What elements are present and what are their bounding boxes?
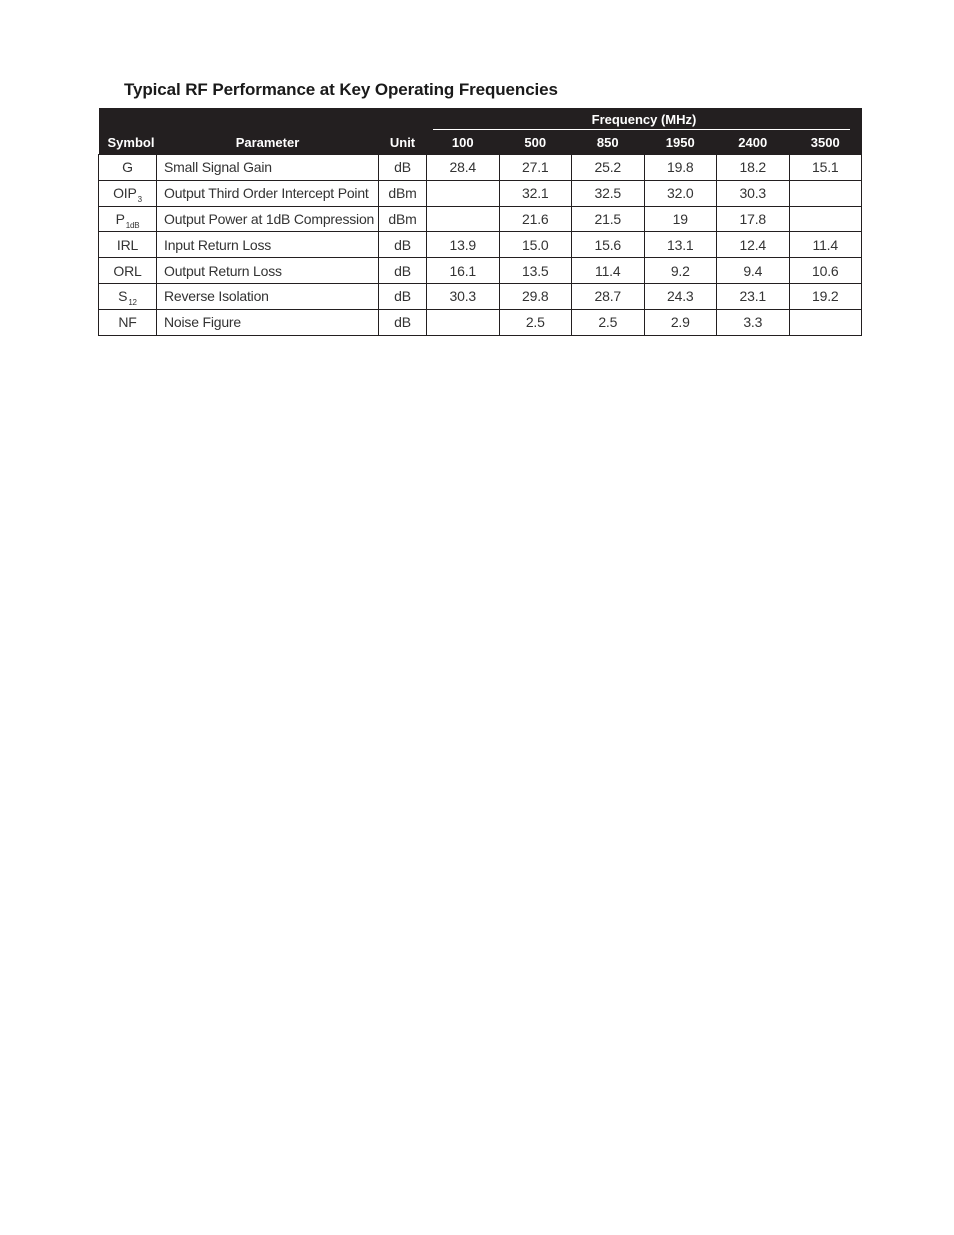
symbol-subscript: 1dB — [125, 220, 140, 230]
header-spacer — [157, 108, 379, 130]
value-cell: 3.3 — [717, 309, 790, 335]
symbol-cell — [99, 155, 157, 181]
value-cell: 13.1 — [644, 232, 717, 258]
table-header — [99, 108, 862, 155]
value-cell: 15.1 — [789, 155, 862, 181]
symbol-text: OIP — [113, 185, 137, 202]
value-cell: 28.4 — [427, 155, 500, 181]
symbol-cell — [99, 309, 157, 335]
symbol-cell — [99, 180, 157, 206]
header-unit: Unit — [379, 130, 427, 155]
document-title: Typical RF Performance at Key Operating Frequencies — [124, 80, 558, 99]
table-row — [99, 258, 862, 284]
value-cell: 21.5 — [572, 206, 645, 232]
parameter-cell: Input Return Loss — [157, 232, 379, 258]
header-row-columns — [99, 130, 862, 155]
header-frequency: 500 — [499, 130, 572, 155]
value-cell — [427, 309, 500, 335]
header-spacer — [99, 108, 157, 130]
frequency-group-header — [427, 108, 862, 130]
frequency-group-rule — [433, 129, 850, 131]
header-frequency: 850 — [572, 130, 645, 155]
header-frequency: 3500 — [789, 130, 862, 155]
value-cell: 2.5 — [572, 309, 645, 335]
value-cell: 19 — [644, 206, 717, 232]
unit-cell: dBm — [379, 206, 427, 232]
value-cell: 11.4 — [789, 232, 862, 258]
table-body — [99, 155, 862, 336]
frequency-group-label: Frequency (MHz) — [591, 112, 697, 127]
value-cell: 25.2 — [572, 155, 645, 181]
header-frequency: 1950 — [644, 130, 717, 155]
symbol-cell — [99, 206, 157, 232]
symbol-subscript: 12 — [128, 298, 137, 308]
value-cell: 30.3 — [717, 180, 790, 206]
value-cell: 13.5 — [499, 258, 572, 284]
value-cell: 10.6 — [789, 258, 862, 284]
value-cell: 23.1 — [717, 283, 790, 309]
unit-cell: dB — [379, 258, 427, 284]
value-cell: 18.2 — [717, 155, 790, 181]
value-cell: 9.2 — [644, 258, 717, 284]
symbol-text: S — [118, 288, 128, 305]
value-cell: 11.4 — [572, 258, 645, 284]
unit-cell: dB — [379, 283, 427, 309]
value-cell: 15.0 — [499, 232, 572, 258]
symbol-subscript: 3 — [137, 195, 142, 205]
value-cell: 2.9 — [644, 309, 717, 335]
unit-cell: dB — [379, 155, 427, 181]
table-row — [99, 180, 862, 206]
header-frequency: 2400 — [717, 130, 790, 155]
unit-cell: dB — [379, 309, 427, 335]
value-cell: 32.0 — [644, 180, 717, 206]
table-row — [99, 232, 862, 258]
header-row-group — [99, 108, 862, 130]
value-cell: 24.3 — [644, 283, 717, 309]
value-cell: 29.8 — [499, 283, 572, 309]
symbol-text: NF — [118, 314, 137, 331]
value-cell — [789, 180, 862, 206]
value-cell: 2.5 — [499, 309, 572, 335]
value-cell: 21.6 — [499, 206, 572, 232]
value-cell — [789, 206, 862, 232]
value-cell: 30.3 — [427, 283, 500, 309]
value-cell — [427, 180, 500, 206]
value-cell: 19.8 — [644, 155, 717, 181]
symbol-cell — [99, 283, 157, 309]
header-spacer — [379, 108, 427, 130]
parameter-cell: Output Third Order Intercept Point — [157, 180, 379, 206]
value-cell — [789, 309, 862, 335]
symbol-text: IRL — [116, 236, 139, 253]
value-cell: 27.1 — [499, 155, 572, 181]
symbol-cell — [99, 258, 157, 284]
header-parameter: Parameter — [157, 130, 379, 155]
value-cell: 17.8 — [717, 206, 790, 232]
header-frequency: 100 — [427, 130, 500, 155]
parameter-cell: Output Return Loss — [157, 258, 379, 284]
table-row — [99, 283, 862, 309]
parameter-cell: Reverse Isolation — [157, 283, 379, 309]
value-cell: 15.6 — [572, 232, 645, 258]
parameter-cell: Noise Figure — [157, 309, 379, 335]
unit-cell: dBm — [379, 180, 427, 206]
parameter-cell: Output Power at 1dB Compression — [157, 206, 379, 232]
symbol-text: ORL — [113, 262, 142, 279]
value-cell: 19.2 — [789, 283, 862, 309]
symbol-cell — [99, 232, 157, 258]
value-cell: 32.5 — [572, 180, 645, 206]
header-symbol: Symbol — [99, 130, 157, 155]
value-cell: 28.7 — [572, 283, 645, 309]
value-cell: 9.4 — [717, 258, 790, 284]
table-row — [99, 309, 862, 335]
symbol-text: G — [122, 159, 133, 176]
value-cell: 12.4 — [717, 232, 790, 258]
table-row — [99, 155, 862, 181]
value-cell: 16.1 — [427, 258, 500, 284]
unit-cell: dB — [379, 232, 427, 258]
value-cell — [427, 206, 500, 232]
parameter-cell: Small Signal Gain — [157, 155, 379, 181]
value-cell: 32.1 — [499, 180, 572, 206]
symbol-text: P — [115, 210, 125, 227]
value-cell: 13.9 — [427, 232, 500, 258]
table-row — [99, 206, 862, 232]
rf-performance-table — [98, 108, 862, 336]
